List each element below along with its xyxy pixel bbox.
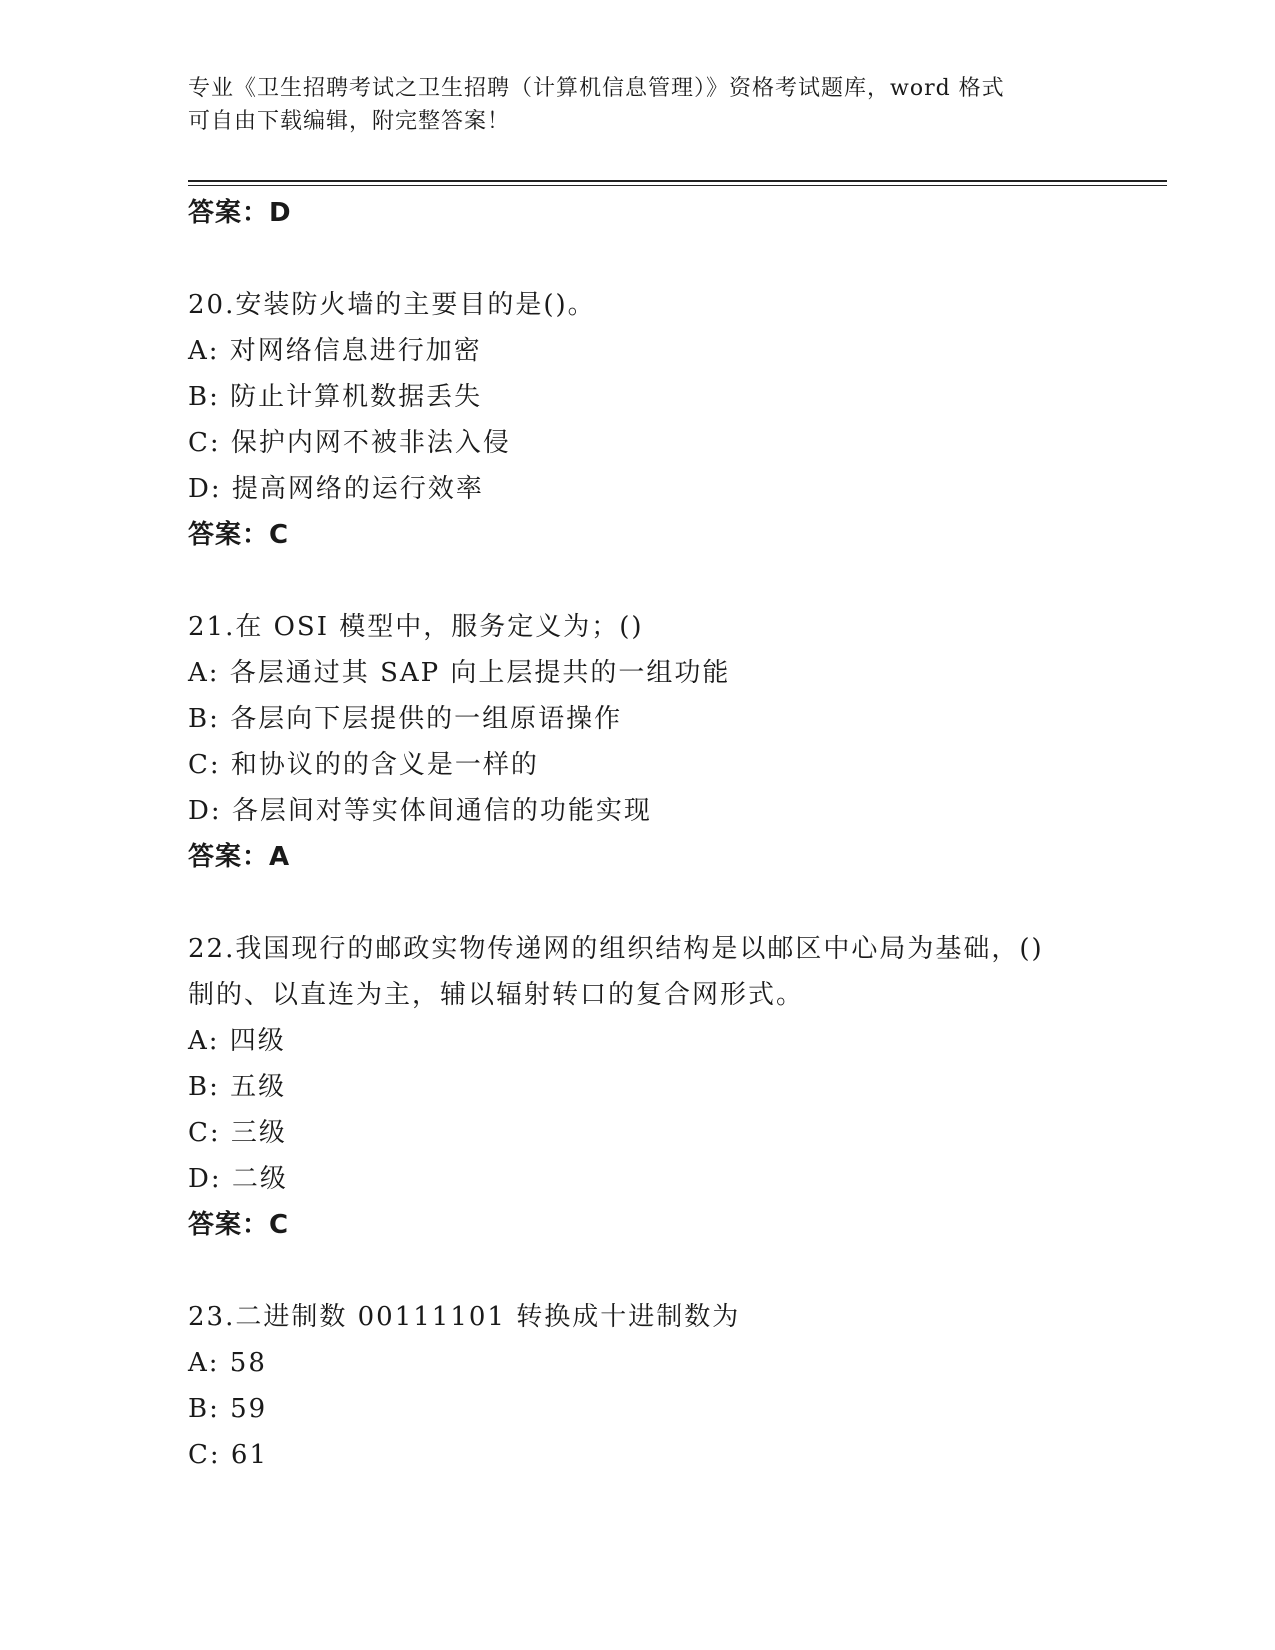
option-c: C: 三级 (188, 1118, 287, 1148)
answer: 答案：C (188, 520, 290, 550)
question-23 (188, 1294, 1148, 1478)
question-stem: 20.安装防火墙的主要目的是()。 (188, 290, 596, 320)
option-d: D: 二级 (188, 1164, 288, 1194)
option-c: C: 61 (188, 1440, 269, 1470)
spacer (188, 558, 1148, 604)
question-stem: 23.二进制数 00111101 转换成十进制数为 (188, 1302, 741, 1332)
option-a: A: 58 (188, 1348, 267, 1378)
option-c: C: 和协议的的含义是一样的 (188, 750, 539, 780)
question-stem: 21.在 OSI 模型中，服务定义为；() (188, 612, 644, 642)
option-b: B: 五级 (188, 1072, 287, 1102)
question-22 (188, 926, 1148, 1248)
answer: 答案：C (188, 1210, 290, 1240)
header-line-1: 专业《卫生招聘考试之卫生招聘（计算机信息管理）》资格考试题库，word 格式 (188, 76, 1005, 101)
option-d: D: 提高网络的运行效率 (188, 474, 484, 504)
option-a: A: 各层通过其 SAP 向上层提共的一组功能 (188, 658, 731, 688)
question-list (188, 190, 1148, 1478)
option-a: A: 对网络信息进行加密 (188, 336, 482, 366)
option-c: C: 保护内网不被非法入侵 (188, 428, 511, 458)
header-line-2: 可自由下载编辑，附完整答案！ (188, 109, 511, 134)
option-a: A: 四级 (188, 1026, 286, 1056)
spacer (188, 1248, 1148, 1294)
header-divider-thick (188, 180, 1167, 182)
question-stem-continued: 制的、以直连为主，辅以辐射转口的复合网形式。 (188, 980, 805, 1010)
spacer (188, 236, 1148, 282)
question-20 (188, 282, 1148, 558)
option-b: B: 防止计算机数据丢失 (188, 382, 483, 412)
header-divider-thin (188, 185, 1167, 186)
question-stem: 22.我国现行的邮政实物传递网的组织结构是以邮区中心局为基础，() (188, 934, 1044, 964)
document-header (188, 72, 1088, 138)
option-d: D: 各层间对等实体间通信的功能实现 (188, 796, 652, 826)
spacer (188, 880, 1148, 926)
answer: 答案：A (188, 842, 291, 872)
question-21 (188, 604, 1148, 880)
option-b: B: 59 (188, 1394, 268, 1424)
option-b: B: 各层向下层提供的一组原语操作 (188, 704, 623, 734)
previous-answer: 答案：D (188, 198, 292, 228)
